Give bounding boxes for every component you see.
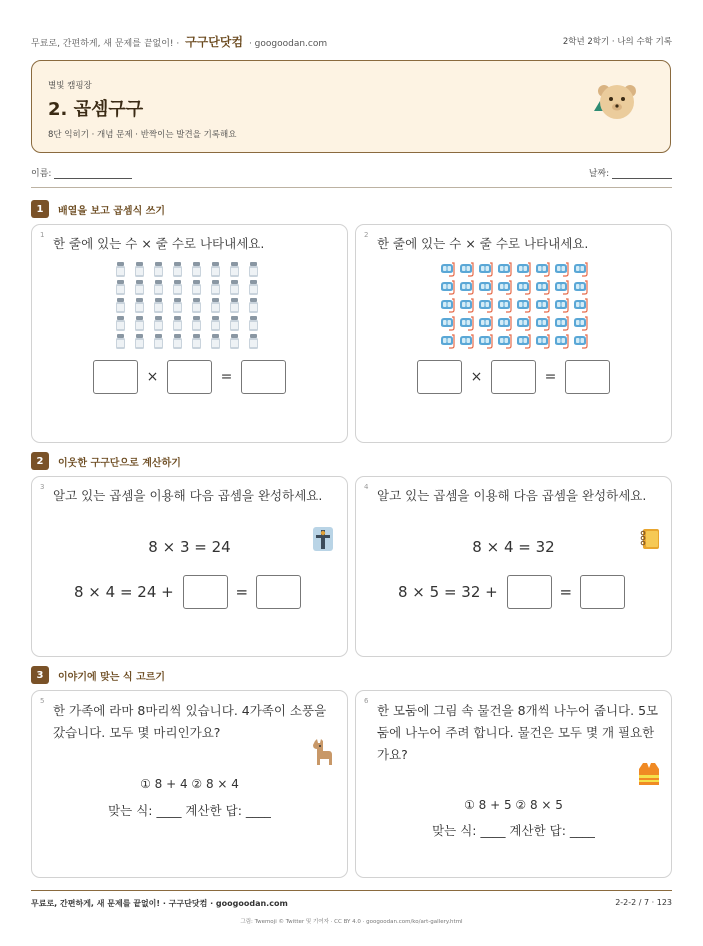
diving-mask-icon [457,333,474,349]
tagline: 무료로, 간편하게, 새 문제를 끝없이! · [31,38,180,49]
diving-mask-icon [457,315,474,331]
salt-shaker-icon [112,279,129,295]
diving-mask-icon [438,297,455,313]
equation-row [417,360,610,394]
name-field[interactable] [31,166,132,182]
problem-prompt: 한 모둠에 그림 속 물건을 8개씩 나누어 줍니다. 5모둠에 나누어 주려 합니다. 물건은 모두 몇 개 필요한가요? [377,703,659,762]
section-number: 3 [31,666,49,684]
diving-mask-icon [533,333,550,349]
salt-shaker-icon [131,315,148,331]
salt-shaker-icon [169,297,186,313]
header-card [31,60,671,153]
section-2-heading [31,452,181,470]
salt-shaker-icon [150,279,167,295]
section-title: 배열을 보고 곱셈식 쓰기 [58,205,166,217]
brand-name: 구구단닷컴 [185,34,244,49]
footer-tagline: 무료로, 간편하게, 새 문제를 끝없이! · 구구단닷컴 · googoodan.com [31,899,288,908]
salt-shaker-icon [245,297,262,313]
image-credit: 그림: Twemoji © Twitter 및 기여자 · CC BY 4.0 · googoodan.com/ko/art-gallery.html [240,919,463,925]
answer-choices[interactable]: ① 8 + 4 ② 8 × 4 [140,777,239,791]
section-3-heading [31,666,165,684]
diving-mask-icon [514,315,531,331]
diving-mask-icon [514,297,531,313]
salt-shaker-icon [207,333,224,349]
answer-box[interactable] [93,360,138,394]
diving-mask-icon [457,279,474,295]
salt-shaker-icon [245,279,262,295]
problem-card-1 [31,224,348,443]
answer-box[interactable] [183,575,228,609]
salt-shaker-icon [226,333,243,349]
problem-card-6 [355,690,672,878]
salt-shaker-icon [245,261,262,277]
page-title: 2. 곱셈구구 [48,99,144,120]
equals-sign: = [235,583,249,601]
footer-divider [31,890,672,891]
section-title: 이야기에 맞는 식 고르기 [58,671,166,683]
diving-mask-icon [476,261,493,277]
salt-shaker-icon [150,297,167,313]
section-title: 이웃한 구구단으로 계산하기 [58,457,181,469]
salt-shaker-icon [245,315,262,331]
answer-line[interactable]: 맞는 식: ____ 계산한 답: ____ [108,803,271,818]
top-bar [31,32,672,50]
diving-mask-icon [571,333,588,349]
salt-shaker-icon [169,261,186,277]
diving-mask-icon [495,333,512,349]
salt-shaker-icon [226,297,243,313]
diving-mask-icon [533,261,550,277]
equals-sign: = [559,583,573,601]
problem-number: 2 [364,231,369,239]
salt-shaker-icon [169,279,186,295]
salt-shaker-icon [226,279,243,295]
salt-shaker-icon [188,333,205,349]
problem-card-2 [355,224,672,443]
diving-mask-icon [514,279,531,295]
equation-row [398,575,625,609]
answer-box[interactable] [417,360,462,394]
diving-mask-icon [457,261,474,277]
diving-mask-icon [571,297,588,313]
problem-card-3 [31,476,348,657]
diving-mask-icon [552,315,569,331]
date-blank[interactable] [612,178,672,179]
diving-mask-icon [552,333,569,349]
diving-mask-icon [495,261,512,277]
problem-prompt: 한 줄에 있는 수 × 줄 수로 나타내세요. [53,236,265,251]
section-1-heading [31,200,165,218]
diving-mask-icon [514,333,531,349]
top-bar-left [31,33,327,50]
answer-box[interactable] [580,575,625,609]
salt-shaker-icon [131,333,148,349]
section-number: 1 [31,200,49,218]
salt-shaker-icon [207,279,224,295]
diving-mask-icon [438,315,455,331]
answer-line[interactable]: 맞는 식: ____ 계산한 답: ____ [432,823,595,838]
series-label: 별빛 캠핑장 [48,81,92,91]
diving-mask-icon [552,279,569,295]
salt-shaker-icon [226,261,243,277]
divider [31,187,672,188]
salt-shaker-icon [112,297,129,313]
salt-shaker-icon [150,315,167,331]
answer-box[interactable] [241,360,286,394]
date-field[interactable] [589,166,672,182]
answer-choices[interactable]: ① 8 + 5 ② 8 × 5 [464,798,563,812]
problem-card-5 [31,690,348,878]
problem-number: 6 [364,697,369,705]
salt-shaker-icon [150,261,167,277]
answer-box[interactable] [256,575,301,609]
diving-mask-icon [514,261,531,277]
diving-mask-icon [533,297,550,313]
equation-lhs: 8 × 4 = 24 + [74,583,174,601]
answer-box[interactable] [565,360,610,394]
diving-mask-icon [533,279,550,295]
safety-vest-icon [637,762,661,786]
section-number: 2 [31,452,49,470]
salt-shaker-icon [245,333,262,349]
problem-number: 3 [40,483,45,491]
bear-face-icon [592,81,640,123]
footer [31,898,672,912]
problem-prompt: 알고 있는 곱셈을 이용해 다음 곱셈을 완성하세요. [377,488,647,503]
llama-icon [311,739,333,767]
diving-mask-icon [571,315,588,331]
problem-prompt: 알고 있는 곱셈을 이용해 다음 곱셈을 완성하세요. [53,488,323,503]
answer-box[interactable] [507,575,552,609]
salt-shaker-icon [188,279,205,295]
problem-card-4 [355,476,672,657]
salt-shaker-icon [207,315,224,331]
salt-shaker-icon [112,333,129,349]
salt-shaker-icon [207,297,224,313]
diving-mask-icon [438,333,455,349]
diving-mask-icon [438,261,455,277]
salt-shaker-icon [131,279,148,295]
diving-mask-icon [571,279,588,295]
page-code: 2-2-2 / 7 · 123 [615,898,672,907]
salt-shaker-icon [226,315,243,331]
problem-prompt: 한 줄에 있는 수 × 줄 수로 나타내세요. [377,236,589,251]
diving-mask-icon [552,261,569,277]
times-sign: × [146,369,159,385]
diving-mask-icon [476,297,493,313]
problem-prompt: 한 가족에 라마 8마리씩 있습니다. 4가족이 소풍을 갔습니다. 모두 몇 마리인가요? [53,703,327,740]
equation-lhs: 8 × 5 = 32 + [398,583,498,601]
diving-mask-icon [552,297,569,313]
times-sign: × [470,369,483,385]
name-label: 이름: [31,169,52,179]
salt-shaker-icon [207,261,224,277]
known-fact: 8 × 3 = 24 [148,538,231,556]
top-bar-right: 2학년 2학기 · 나의 수학 기록 [562,37,672,47]
name-blank[interactable] [54,178,132,179]
salt-shaker-icon [150,333,167,349]
diving-mask-icon [571,261,588,277]
problem-number: 5 [40,697,45,705]
equation-row [74,575,301,609]
diving-mask-icon [495,315,512,331]
diving-mask-icon [495,297,512,313]
salt-shaker-icon [188,297,205,313]
salt-shaker-array [112,261,262,349]
salt-shaker-icon [169,315,186,331]
answer-box[interactable] [167,360,212,394]
salt-shaker-icon [112,261,129,277]
diving-mask-icon [533,315,550,331]
diving-mask-icon [476,315,493,331]
answer-box[interactable] [491,360,536,394]
diving-mask-icon [457,297,474,313]
salt-shaker-icon [169,333,186,349]
problem-number: 4 [364,483,369,491]
diving-mask-icon [495,279,512,295]
equals-sign: = [544,369,557,385]
salt-shaker-icon [131,297,148,313]
salt-shaker-icon [188,315,205,331]
equation-row [93,360,286,394]
equals-sign: = [220,369,233,385]
problem-number: 1 [40,231,45,239]
salt-shaker-icon [131,261,148,277]
diving-mask-icon [476,333,493,349]
diving-mask-icon [476,279,493,295]
known-fact: 8 × 4 = 32 [472,538,555,556]
salt-shaker-icon [112,315,129,331]
diving-mask-icon [438,279,455,295]
page-subtitle: 8단 익히기 · 개념 문제 · 반짝이는 발견을 기록해요 [48,130,237,140]
site-url: · googoodan.com [248,38,328,49]
diving-mask-array [438,261,588,349]
name-date-row [31,166,672,182]
date-label: 날짜: [588,169,610,179]
salt-shaker-icon [188,261,205,277]
